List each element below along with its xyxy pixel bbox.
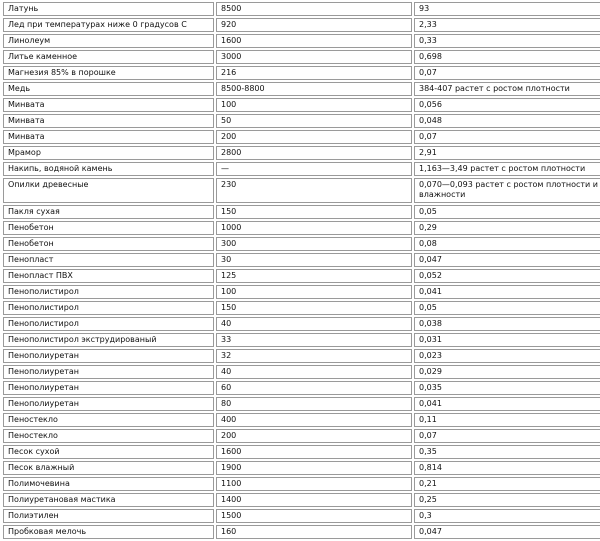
cell-density: 1000	[216, 221, 412, 235]
cell-conductivity: 0,047	[414, 525, 600, 539]
cell-conductivity: 0,3	[414, 509, 600, 523]
table-row	[3, 285, 600, 299]
cell-material: Пеностекло	[3, 429, 214, 443]
table-row	[3, 413, 600, 427]
table-row	[3, 525, 600, 539]
cell-material: Пенополиуретан	[3, 397, 214, 411]
table-row	[3, 130, 600, 144]
cell-density: 8500-8800	[216, 82, 412, 96]
cell-density: 230	[216, 178, 412, 203]
table-row	[3, 221, 600, 235]
table-row	[3, 82, 600, 96]
cell-density: 3000	[216, 50, 412, 64]
cell-density: 150	[216, 301, 412, 315]
table-row	[3, 205, 600, 219]
cell-conductivity: 0,041	[414, 397, 600, 411]
cell-density: 100	[216, 285, 412, 299]
cell-density: 32	[216, 349, 412, 363]
cell-density: 33	[216, 333, 412, 347]
cell-material: Накипь, водяной камень	[3, 162, 214, 176]
cell-conductivity: 0,08	[414, 237, 600, 251]
cell-material: Пакля сухая	[3, 205, 214, 219]
cell-conductivity: 0,25	[414, 493, 600, 507]
cell-material: Магнезия 85% в порошке	[3, 66, 214, 80]
table-row	[3, 509, 600, 523]
cell-conductivity: 0,29	[414, 221, 600, 235]
cell-material: Линолеум	[3, 34, 214, 48]
table-row	[3, 34, 600, 48]
cell-material: Полиуретановая мастика	[3, 493, 214, 507]
cell-material: Пенополистирол	[3, 301, 214, 315]
cell-density: —	[216, 162, 412, 176]
cell-conductivity: 0,35	[414, 445, 600, 459]
table-row	[3, 397, 600, 411]
cell-material: Пеностекло	[3, 413, 214, 427]
table-row	[3, 66, 600, 80]
cell-conductivity: 0,031	[414, 333, 600, 347]
cell-conductivity: 0,11	[414, 413, 600, 427]
table-row	[3, 445, 600, 459]
cell-density: 30	[216, 253, 412, 267]
cell-conductivity: 2,33	[414, 18, 600, 32]
cell-density: 8500	[216, 2, 412, 16]
table-row	[3, 333, 600, 347]
table-row	[3, 365, 600, 379]
table-row	[3, 253, 600, 267]
table-row	[3, 269, 600, 283]
table-row	[3, 2, 600, 16]
cell-conductivity: 0,05	[414, 205, 600, 219]
cell-material: Пенополиуретан	[3, 365, 214, 379]
cell-material: Пенопласт ПВХ	[3, 269, 214, 283]
cell-density: 400	[216, 413, 412, 427]
cell-density: 40	[216, 317, 412, 331]
table-row	[3, 162, 600, 176]
cell-material: Пенополиуретан	[3, 381, 214, 395]
cell-conductivity: 0,814	[414, 461, 600, 475]
cell-conductivity: 0,070—0,093 растет с ростом плотности и влажности	[414, 178, 600, 203]
cell-conductivity: 0,041	[414, 285, 600, 299]
cell-density: 150	[216, 205, 412, 219]
cell-conductivity: 0,07	[414, 66, 600, 80]
cell-density: 200	[216, 429, 412, 443]
cell-density: 2800	[216, 146, 412, 160]
cell-conductivity: 0,047	[414, 253, 600, 267]
cell-density: 1600	[216, 34, 412, 48]
cell-material: Пенополистирол экструдированый	[3, 333, 214, 347]
table-row	[3, 50, 600, 64]
cell-density: 125	[216, 269, 412, 283]
cell-material: Лед при температурах ниже 0 градусов С	[3, 18, 214, 32]
cell-material: Песок влажный	[3, 461, 214, 475]
cell-material: Литье каменное	[3, 50, 214, 64]
cell-conductivity: 0,023	[414, 349, 600, 363]
cell-material: Пенополистирол	[3, 317, 214, 331]
cell-conductivity: 2,91	[414, 146, 600, 160]
cell-density: 60	[216, 381, 412, 395]
cell-density: 1100	[216, 477, 412, 491]
cell-material: Пробковая мелочь	[3, 525, 214, 539]
cell-conductivity: 0,048	[414, 114, 600, 128]
cell-conductivity: 1,163—3,49 растет с ростом плотности	[414, 162, 600, 176]
cell-material: Пенополистирол	[3, 285, 214, 299]
cell-density: 920	[216, 18, 412, 32]
cell-conductivity: 0,038	[414, 317, 600, 331]
cell-material: Минвата	[3, 114, 214, 128]
table-row	[3, 381, 600, 395]
cell-material: Пенополиуретан	[3, 349, 214, 363]
table-row	[3, 178, 600, 203]
table-row	[3, 237, 600, 251]
cell-density: 40	[216, 365, 412, 379]
table-row	[3, 349, 600, 363]
cell-material: Латунь	[3, 2, 214, 16]
table-row	[3, 301, 600, 315]
materials-table-container	[1, 0, 598, 541]
table-row	[3, 18, 600, 32]
cell-material: Песок сухой	[3, 445, 214, 459]
cell-conductivity: 0,33	[414, 34, 600, 48]
cell-density: 200	[216, 130, 412, 144]
cell-density: 1900	[216, 461, 412, 475]
cell-conductivity: 0,07	[414, 429, 600, 443]
cell-material: Пенопласт	[3, 253, 214, 267]
table-row	[3, 461, 600, 475]
cell-conductivity: 0,21	[414, 477, 600, 491]
cell-density: 300	[216, 237, 412, 251]
cell-density: 216	[216, 66, 412, 80]
cell-conductivity: 0,07	[414, 130, 600, 144]
cell-conductivity: 0,052	[414, 269, 600, 283]
table-row	[3, 98, 600, 112]
cell-material: Полимочевина	[3, 477, 214, 491]
cell-material: Полиэтилен	[3, 509, 214, 523]
cell-conductivity: 0,05	[414, 301, 600, 315]
cell-density: 100	[216, 98, 412, 112]
table-body	[3, 2, 600, 539]
table-row	[3, 477, 600, 491]
cell-material: Минвата	[3, 98, 214, 112]
cell-density: 1600	[216, 445, 412, 459]
cell-material: Мрамор	[3, 146, 214, 160]
cell-conductivity: 384-407 растет с ростом плотности	[414, 82, 600, 96]
cell-conductivity: 0,035	[414, 381, 600, 395]
cell-conductivity: 0,698	[414, 50, 600, 64]
cell-conductivity: 0,029	[414, 365, 600, 379]
table-row	[3, 114, 600, 128]
thermal-conductivity-table	[1, 0, 600, 541]
cell-material: Минвата	[3, 130, 214, 144]
table-row	[3, 493, 600, 507]
cell-density: 1500	[216, 509, 412, 523]
cell-conductivity: 0,056	[414, 98, 600, 112]
table-row	[3, 317, 600, 331]
table-row	[3, 429, 600, 443]
cell-density: 50	[216, 114, 412, 128]
table-row	[3, 146, 600, 160]
cell-material: Пенобетон	[3, 221, 214, 235]
cell-density: 160	[216, 525, 412, 539]
cell-density: 1400	[216, 493, 412, 507]
cell-material: Опилки древесные	[3, 178, 214, 203]
cell-conductivity: 93	[414, 2, 600, 16]
cell-density: 80	[216, 397, 412, 411]
cell-material: Медь	[3, 82, 214, 96]
cell-material: Пенобетон	[3, 237, 214, 251]
